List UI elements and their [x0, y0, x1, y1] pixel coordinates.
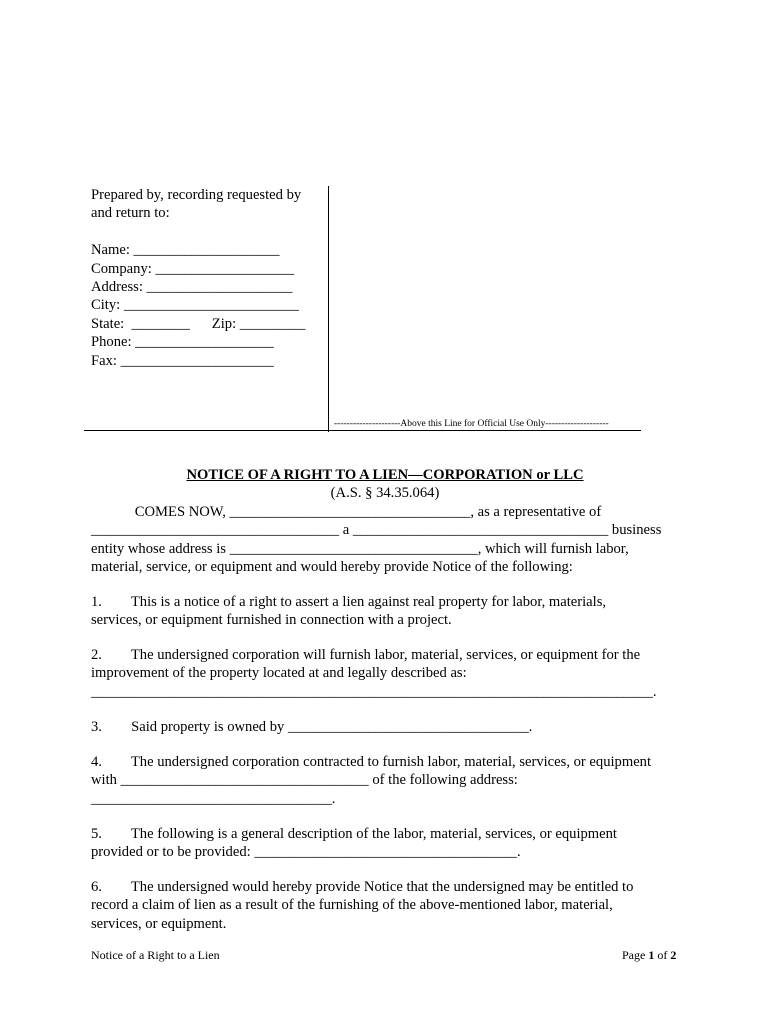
item-line: 4. The undersigned corporation contracted to furnish labor, material, services, or equipment	[91, 754, 652, 770]
city-field: City: ________________________	[91, 297, 299, 314]
statute-citation: (A.S. § 34.35.064)	[330, 485, 440, 501]
item-2	[91, 646, 657, 701]
item-3	[91, 718, 532, 736]
item-line: _________________________________.	[91, 790, 336, 807]
page-of: of	[654, 948, 671, 962]
page-total: 2	[670, 948, 677, 962]
item-line: record a claim of lien as a result of the furnishing of the above-mentioned labor, material,	[91, 897, 613, 914]
return-to-label: and return to:	[91, 205, 170, 222]
item-1	[91, 593, 606, 630]
header-horizontal-divider-left	[84, 430, 328, 431]
footer-document-name: Notice of a Right to a Lien	[91, 948, 220, 962]
item-line: 3. Said property is owned by _________________________________.	[91, 719, 533, 735]
item-line: with __________________________________ of the following address:	[91, 772, 518, 789]
item-5	[91, 825, 617, 862]
item-line: services, or equipment furnished in connection with a project.	[91, 612, 452, 629]
intro-line: COMES NOW, _________________________________, as a representative of	[91, 504, 602, 520]
footer-page-number	[622, 948, 676, 963]
item-4	[91, 753, 651, 808]
item-line: services, or equipment.	[91, 915, 227, 932]
header-horizontal-divider-right	[328, 430, 641, 431]
intro-line: material, service, or equipment and would hereby provide Notice of the following:	[91, 558, 573, 575]
item-line: 5. The following is a general description of the labor, material, services, or equipment	[91, 826, 617, 842]
document-title: NOTICE OF A RIGHT TO A LIEN—CORPORATION or LLC	[186, 467, 584, 483]
official-use-label: ---------------------Above this Line for Official Use Only--------------------	[334, 419, 609, 429]
intro-line: entity whose address is __________________________________, which will furnish labor,	[91, 540, 629, 557]
item-line: provided or to be provided: ____________________________________.	[91, 844, 521, 861]
state-zip-field: State: ________ Zip: _________	[91, 315, 306, 332]
company-field: Company: ___________________	[91, 260, 295, 277]
item-line: improvement of the property located at and legally described as:	[91, 665, 467, 682]
name-field: Name: ____________________	[91, 242, 280, 259]
address-field: Address: ____________________	[91, 279, 293, 296]
header-vertical-divider	[328, 186, 329, 432]
intro-paragraph	[91, 503, 661, 576]
fax-field: Fax: _____________________	[91, 352, 274, 369]
phone-field: Phone: ___________________	[91, 334, 274, 351]
item-line: _____________________________________________________________________________.	[91, 683, 657, 700]
item-6	[91, 878, 633, 933]
prepared-by-label: Prepared by, recording requested by	[91, 187, 302, 203]
item-line: 6. The undersigned would hereby provide Notice that the undersigned may be entitled to	[91, 879, 634, 895]
item-line: 2. The undersigned corporation will furnish labor, material, services, or equipment for the	[91, 647, 641, 663]
item-line: 1. This is a notice of a right to assert a lien against real property for labor, materials,	[91, 594, 607, 610]
page-prefix: Page	[622, 948, 649, 962]
intro-line: __________________________________ a ___________________________________ business	[91, 522, 662, 539]
page-current: 1	[648, 948, 655, 962]
prepared-by-block	[91, 186, 305, 370]
